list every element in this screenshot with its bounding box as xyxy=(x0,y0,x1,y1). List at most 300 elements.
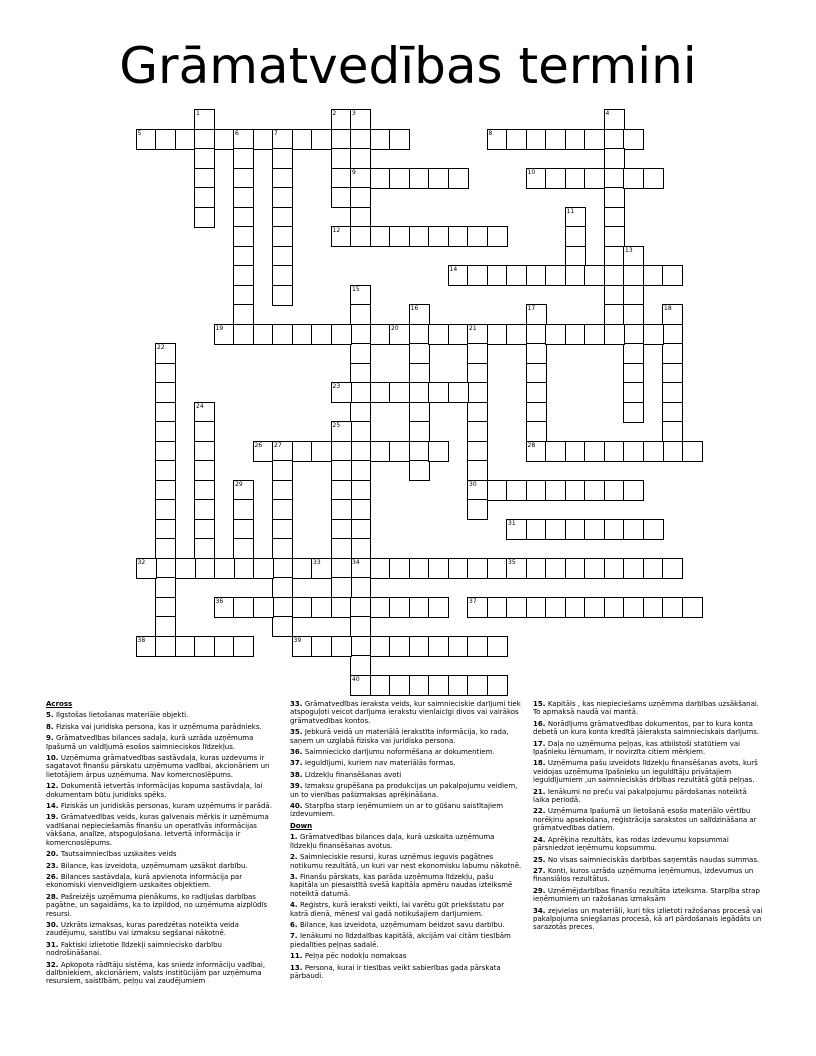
grid-cell[interactable] xyxy=(331,109,352,130)
grid-cell[interactable] xyxy=(331,577,352,598)
grid-cell[interactable] xyxy=(643,441,664,462)
grid-cell[interactable] xyxy=(467,597,488,618)
grid-cell[interactable] xyxy=(604,304,625,325)
grid-cell[interactable] xyxy=(155,558,176,579)
grid-cell[interactable] xyxy=(565,519,586,540)
grid-cell[interactable] xyxy=(409,343,430,364)
grid-cell[interactable] xyxy=(194,499,215,520)
grid-cell[interactable] xyxy=(662,265,683,286)
grid-cell[interactable] xyxy=(448,226,469,247)
grid-cell[interactable] xyxy=(194,148,215,169)
grid-cell[interactable] xyxy=(350,129,371,150)
grid-cell[interactable] xyxy=(428,168,449,189)
grid-cell[interactable] xyxy=(214,129,235,150)
grid-cell[interactable] xyxy=(526,343,547,364)
grid-cell[interactable] xyxy=(155,363,176,384)
grid-cell[interactable] xyxy=(155,382,176,403)
grid-cell[interactable] xyxy=(584,129,605,150)
grid-cell[interactable] xyxy=(233,499,254,520)
grid-cell[interactable] xyxy=(526,363,547,384)
grid-cell[interactable] xyxy=(331,538,352,559)
grid-cell[interactable] xyxy=(350,616,371,637)
grid-cell[interactable] xyxy=(526,304,547,325)
grid-cell[interactable] xyxy=(584,597,605,618)
grid-cell[interactable] xyxy=(389,441,410,462)
grid-cell[interactable] xyxy=(409,226,430,247)
grid-cell[interactable] xyxy=(467,441,488,462)
grid-cell[interactable] xyxy=(428,558,449,579)
grid-cell[interactable] xyxy=(292,597,313,618)
grid-cell[interactable] xyxy=(370,382,391,403)
grid-cell[interactable] xyxy=(350,636,371,657)
grid-cell[interactable] xyxy=(233,636,254,657)
grid-cell[interactable] xyxy=(662,558,683,579)
grid-cell[interactable] xyxy=(643,168,664,189)
grid-cell[interactable] xyxy=(350,304,371,325)
grid-cell[interactable] xyxy=(272,480,293,501)
grid-cell[interactable] xyxy=(487,226,508,247)
grid-cell[interactable] xyxy=(409,675,430,696)
grid-cell[interactable] xyxy=(350,577,371,598)
grid-cell[interactable] xyxy=(565,265,586,286)
grid-cell[interactable] xyxy=(487,636,508,657)
grid-cell[interactable] xyxy=(604,207,625,228)
grid-cell[interactable] xyxy=(389,129,410,150)
grid-cell[interactable] xyxy=(194,538,215,559)
grid-cell[interactable] xyxy=(487,597,508,618)
grid-cell[interactable] xyxy=(428,324,449,345)
grid-cell[interactable] xyxy=(428,636,449,657)
grid-cell[interactable] xyxy=(526,265,547,286)
grid-cell[interactable] xyxy=(565,226,586,247)
grid-cell[interactable] xyxy=(272,538,293,559)
grid-cell[interactable] xyxy=(233,480,254,501)
grid-cell[interactable] xyxy=(233,324,254,345)
grid-cell[interactable] xyxy=(662,402,683,423)
grid-cell[interactable] xyxy=(136,129,157,150)
grid-cell[interactable] xyxy=(331,499,352,520)
grid-cell[interactable] xyxy=(272,558,293,579)
grid-cell[interactable] xyxy=(350,441,371,462)
grid-cell[interactable] xyxy=(662,597,683,618)
grid-cell[interactable] xyxy=(233,246,254,267)
grid-cell[interactable] xyxy=(623,304,644,325)
grid-cell[interactable] xyxy=(526,324,547,345)
grid-cell[interactable] xyxy=(155,577,176,598)
grid-cell[interactable] xyxy=(311,558,332,579)
grid-cell[interactable] xyxy=(272,460,293,481)
grid-cell[interactable] xyxy=(350,558,371,579)
grid-cell[interactable] xyxy=(194,519,215,540)
grid-cell[interactable] xyxy=(253,558,274,579)
grid-cell[interactable] xyxy=(467,226,488,247)
grid-cell[interactable] xyxy=(467,363,488,384)
grid-cell[interactable] xyxy=(194,441,215,462)
grid-cell[interactable] xyxy=(155,519,176,540)
grid-cell[interactable] xyxy=(623,324,644,345)
grid-cell[interactable] xyxy=(467,421,488,442)
grid-cell[interactable] xyxy=(331,519,352,540)
grid-cell[interactable] xyxy=(350,460,371,481)
grid-cell[interactable] xyxy=(604,558,625,579)
grid-cell[interactable] xyxy=(623,246,644,267)
grid-cell[interactable] xyxy=(604,109,625,130)
grid-cell[interactable] xyxy=(506,558,527,579)
grid-cell[interactable] xyxy=(331,558,352,579)
grid-cell[interactable] xyxy=(272,285,293,306)
grid-cell[interactable] xyxy=(604,265,625,286)
grid-cell[interactable] xyxy=(506,480,527,501)
grid-cell[interactable] xyxy=(253,597,274,618)
grid-cell[interactable] xyxy=(662,324,683,345)
grid-cell[interactable] xyxy=(233,538,254,559)
grid-cell[interactable] xyxy=(409,460,430,481)
grid-cell[interactable] xyxy=(331,226,352,247)
grid-cell[interactable] xyxy=(311,636,332,657)
grid-cell[interactable] xyxy=(409,636,430,657)
grid-cell[interactable] xyxy=(272,499,293,520)
grid-cell[interactable] xyxy=(331,636,352,657)
grid-cell[interactable] xyxy=(526,480,547,501)
grid-cell[interactable] xyxy=(331,421,352,442)
grid-cell[interactable] xyxy=(136,636,157,657)
grid-cell[interactable] xyxy=(370,129,391,150)
grid-cell[interactable] xyxy=(214,597,235,618)
grid-cell[interactable] xyxy=(545,558,566,579)
grid-cell[interactable] xyxy=(565,246,586,267)
grid-cell[interactable] xyxy=(623,480,644,501)
grid-cell[interactable] xyxy=(272,207,293,228)
grid-cell[interactable] xyxy=(467,343,488,364)
grid-cell[interactable] xyxy=(604,246,625,267)
grid-cell[interactable] xyxy=(545,265,566,286)
grid-cell[interactable] xyxy=(155,129,176,150)
grid-cell[interactable] xyxy=(253,129,274,150)
grid-cell[interactable] xyxy=(194,168,215,189)
grid-cell[interactable] xyxy=(194,480,215,501)
grid-cell[interactable] xyxy=(428,226,449,247)
grid-cell[interactable] xyxy=(604,226,625,247)
grid-cell[interactable] xyxy=(604,480,625,501)
grid-cell[interactable] xyxy=(194,558,215,579)
grid-cell[interactable] xyxy=(155,597,176,618)
grid-cell[interactable] xyxy=(272,246,293,267)
grid-cell[interactable] xyxy=(350,538,371,559)
grid-cell[interactable] xyxy=(370,636,391,657)
grid-cell[interactable] xyxy=(526,597,547,618)
grid-cell[interactable] xyxy=(272,226,293,247)
grid-cell[interactable] xyxy=(350,597,371,618)
grid-cell[interactable] xyxy=(623,558,644,579)
grid-cell[interactable] xyxy=(194,402,215,423)
grid-cell[interactable] xyxy=(428,675,449,696)
grid-cell[interactable] xyxy=(409,421,430,442)
grid-cell[interactable] xyxy=(526,441,547,462)
grid-cell[interactable] xyxy=(565,207,586,228)
grid-cell[interactable] xyxy=(253,324,274,345)
grid-cell[interactable] xyxy=(409,441,430,462)
grid-cell[interactable] xyxy=(155,499,176,520)
grid-cell[interactable] xyxy=(389,636,410,657)
grid-cell[interactable] xyxy=(545,480,566,501)
grid-cell[interactable] xyxy=(565,441,586,462)
grid-cell[interactable] xyxy=(409,558,430,579)
grid-cell[interactable] xyxy=(682,597,703,618)
grid-cell[interactable] xyxy=(272,324,293,345)
grid-cell[interactable] xyxy=(526,519,547,540)
grid-cell[interactable] xyxy=(604,168,625,189)
grid-cell[interactable] xyxy=(292,636,313,657)
grid-cell[interactable] xyxy=(584,324,605,345)
grid-cell[interactable] xyxy=(350,109,371,130)
grid-cell[interactable] xyxy=(526,558,547,579)
grid-cell[interactable] xyxy=(584,519,605,540)
grid-cell[interactable] xyxy=(370,558,391,579)
grid-cell[interactable] xyxy=(604,148,625,169)
grid-cell[interactable] xyxy=(428,382,449,403)
grid-cell[interactable] xyxy=(350,480,371,501)
grid-cell[interactable] xyxy=(350,343,371,364)
grid-cell[interactable] xyxy=(409,597,430,618)
grid-cell[interactable] xyxy=(448,636,469,657)
grid-cell[interactable] xyxy=(350,187,371,208)
grid-cell[interactable] xyxy=(623,597,644,618)
grid-cell[interactable] xyxy=(331,480,352,501)
grid-cell[interactable] xyxy=(506,265,527,286)
grid-cell[interactable] xyxy=(370,324,391,345)
grid-cell[interactable] xyxy=(662,363,683,384)
grid-cell[interactable] xyxy=(545,129,566,150)
grid-cell[interactable] xyxy=(623,441,644,462)
grid-cell[interactable] xyxy=(643,519,664,540)
grid-cell[interactable] xyxy=(155,441,176,462)
grid-cell[interactable] xyxy=(214,558,235,579)
grid-cell[interactable] xyxy=(350,324,371,345)
grid-cell[interactable] xyxy=(350,499,371,520)
grid-cell[interactable] xyxy=(467,480,488,501)
grid-cell[interactable] xyxy=(565,597,586,618)
grid-cell[interactable] xyxy=(194,187,215,208)
grid-cell[interactable] xyxy=(155,421,176,442)
grid-cell[interactable] xyxy=(389,168,410,189)
grid-cell[interactable] xyxy=(662,382,683,403)
grid-cell[interactable] xyxy=(331,441,352,462)
grid-cell[interactable] xyxy=(350,285,371,306)
grid-cell[interactable] xyxy=(526,168,547,189)
grid-cell[interactable] xyxy=(233,129,254,150)
grid-cell[interactable] xyxy=(350,382,371,403)
grid-cell[interactable] xyxy=(409,168,430,189)
grid-cell[interactable] xyxy=(428,597,449,618)
grid-cell[interactable] xyxy=(682,441,703,462)
grid-cell[interactable] xyxy=(467,636,488,657)
grid-cell[interactable] xyxy=(623,129,644,150)
grid-cell[interactable] xyxy=(545,597,566,618)
grid-cell[interactable] xyxy=(194,421,215,442)
grid-cell[interactable] xyxy=(155,460,176,481)
grid-cell[interactable] xyxy=(487,675,508,696)
grid-cell[interactable] xyxy=(350,363,371,384)
grid-cell[interactable] xyxy=(233,597,254,618)
grid-cell[interactable] xyxy=(409,304,430,325)
grid-cell[interactable] xyxy=(155,402,176,423)
grid-cell[interactable] xyxy=(311,597,332,618)
grid-cell[interactable] xyxy=(272,129,293,150)
grid-cell[interactable] xyxy=(331,129,352,150)
grid-cell[interactable] xyxy=(233,148,254,169)
grid-cell[interactable] xyxy=(506,324,527,345)
grid-cell[interactable] xyxy=(331,324,352,345)
grid-cell[interactable] xyxy=(175,636,196,657)
grid-cell[interactable] xyxy=(409,324,430,345)
grid-cell[interactable] xyxy=(448,168,469,189)
grid-cell[interactable] xyxy=(233,265,254,286)
grid-cell[interactable] xyxy=(643,324,664,345)
grid-cell[interactable] xyxy=(565,168,586,189)
grid-cell[interactable] xyxy=(331,187,352,208)
grid-cell[interactable] xyxy=(487,129,508,150)
grid-cell[interactable] xyxy=(350,421,371,442)
grid-cell[interactable] xyxy=(409,402,430,423)
grid-cell[interactable] xyxy=(389,597,410,618)
grid-cell[interactable] xyxy=(487,324,508,345)
grid-cell[interactable] xyxy=(467,324,488,345)
grid-cell[interactable] xyxy=(214,636,235,657)
grid-cell[interactable] xyxy=(604,519,625,540)
grid-cell[interactable] xyxy=(565,324,586,345)
grid-cell[interactable] xyxy=(233,558,254,579)
grid-cell[interactable] xyxy=(623,382,644,403)
grid-cell[interactable] xyxy=(389,558,410,579)
grid-cell[interactable] xyxy=(292,324,313,345)
grid-cell[interactable] xyxy=(487,558,508,579)
grid-cell[interactable] xyxy=(643,265,664,286)
grid-cell[interactable] xyxy=(565,480,586,501)
grid-cell[interactable] xyxy=(350,226,371,247)
grid-cell[interactable] xyxy=(565,129,586,150)
grid-cell[interactable] xyxy=(506,519,527,540)
grid-cell[interactable] xyxy=(350,655,371,676)
grid-cell[interactable] xyxy=(331,382,352,403)
grid-cell[interactable] xyxy=(467,558,488,579)
grid-cell[interactable] xyxy=(331,168,352,189)
grid-cell[interactable] xyxy=(389,226,410,247)
grid-cell[interactable] xyxy=(584,168,605,189)
grid-cell[interactable] xyxy=(311,441,332,462)
grid-cell[interactable] xyxy=(565,558,586,579)
grid-cell[interactable] xyxy=(643,558,664,579)
grid-cell[interactable] xyxy=(155,616,176,637)
grid-cell[interactable] xyxy=(487,480,508,501)
grid-cell[interactable] xyxy=(272,577,293,598)
grid-cell[interactable] xyxy=(643,597,664,618)
grid-cell[interactable] xyxy=(292,129,313,150)
grid-cell[interactable] xyxy=(467,402,488,423)
grid-cell[interactable] xyxy=(233,226,254,247)
grid-cell[interactable] xyxy=(448,324,469,345)
grid-cell[interactable] xyxy=(662,421,683,442)
grid-cell[interactable] xyxy=(526,402,547,423)
grid-cell[interactable] xyxy=(331,460,352,481)
grid-cell[interactable] xyxy=(604,285,625,306)
grid-cell[interactable] xyxy=(389,324,410,345)
grid-cell[interactable] xyxy=(292,558,313,579)
grid-cell[interactable] xyxy=(526,382,547,403)
grid-cell[interactable] xyxy=(584,480,605,501)
grid-cell[interactable] xyxy=(272,187,293,208)
grid-cell[interactable] xyxy=(350,148,371,169)
grid-cell[interactable] xyxy=(584,558,605,579)
grid-cell[interactable] xyxy=(604,129,625,150)
grid-cell[interactable] xyxy=(233,187,254,208)
grid-cell[interactable] xyxy=(272,597,293,618)
grid-cell[interactable] xyxy=(604,324,625,345)
grid-cell[interactable] xyxy=(272,519,293,540)
grid-cell[interactable] xyxy=(487,265,508,286)
grid-cell[interactable] xyxy=(467,265,488,286)
grid-cell[interactable] xyxy=(350,402,371,423)
grid-cell[interactable] xyxy=(272,616,293,637)
grid-cell[interactable] xyxy=(604,441,625,462)
grid-cell[interactable] xyxy=(662,441,683,462)
grid-cell[interactable] xyxy=(623,168,644,189)
grid-cell[interactable] xyxy=(194,636,215,657)
grid-cell[interactable] xyxy=(370,168,391,189)
grid-cell[interactable] xyxy=(623,265,644,286)
grid-cell[interactable] xyxy=(311,324,332,345)
grid-cell[interactable] xyxy=(194,129,215,150)
grid-cell[interactable] xyxy=(506,597,527,618)
grid-cell[interactable] xyxy=(272,168,293,189)
grid-cell[interactable] xyxy=(623,402,644,423)
grid-cell[interactable] xyxy=(389,675,410,696)
grid-cell[interactable] xyxy=(175,558,196,579)
grid-cell[interactable] xyxy=(331,597,352,618)
grid-cell[interactable] xyxy=(623,363,644,384)
grid-cell[interactable] xyxy=(175,129,196,150)
grid-cell[interactable] xyxy=(194,207,215,228)
grid-cell[interactable] xyxy=(662,343,683,364)
grid-cell[interactable] xyxy=(506,129,527,150)
grid-cell[interactable] xyxy=(448,675,469,696)
grid-cell[interactable] xyxy=(350,207,371,228)
grid-cell[interactable] xyxy=(233,519,254,540)
grid-cell[interactable] xyxy=(428,441,449,462)
grid-cell[interactable] xyxy=(409,382,430,403)
grid-cell[interactable] xyxy=(409,363,430,384)
grid-cell[interactable] xyxy=(370,597,391,618)
grid-cell[interactable] xyxy=(623,343,644,364)
grid-cell[interactable] xyxy=(545,168,566,189)
grid-cell[interactable] xyxy=(155,480,176,501)
grid-cell[interactable] xyxy=(448,558,469,579)
grid-cell[interactable] xyxy=(233,304,254,325)
grid-cell[interactable] xyxy=(253,441,274,462)
grid-cell[interactable] xyxy=(623,285,644,306)
grid-cell[interactable] xyxy=(233,168,254,189)
grid-cell[interactable] xyxy=(370,226,391,247)
grid-cell[interactable] xyxy=(370,441,391,462)
grid-cell[interactable] xyxy=(350,168,371,189)
grid-cell[interactable] xyxy=(214,324,235,345)
grid-cell[interactable] xyxy=(604,597,625,618)
grid-cell[interactable] xyxy=(604,187,625,208)
grid-cell[interactable] xyxy=(155,538,176,559)
grid-cell[interactable] xyxy=(272,148,293,169)
grid-cell[interactable] xyxy=(467,675,488,696)
grid-cell[interactable] xyxy=(233,207,254,228)
grid-cell[interactable] xyxy=(233,285,254,306)
